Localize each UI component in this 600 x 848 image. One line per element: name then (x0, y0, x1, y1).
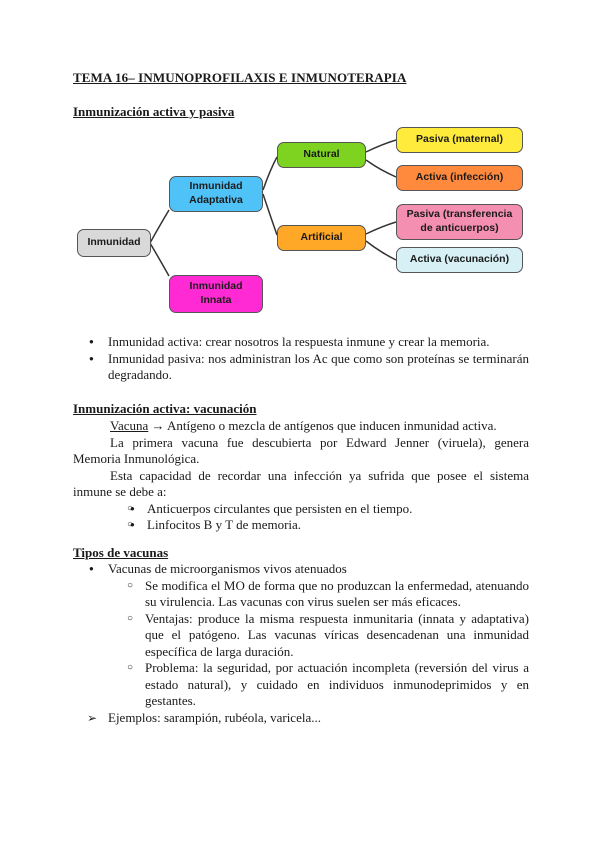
node-natural-label: Natural (303, 148, 340, 161)
bullet-inmunidad-activa: ● Inmunidad activa: crear nosotros la respuesta inmune y crear la memoria. (73, 334, 529, 351)
node-activa-infeccion-label: Activa (infección) (415, 171, 504, 184)
connector-artificial-pasiva (366, 222, 396, 234)
bullet-vivos-atenuados: ● Vacunas de microorganismos vivos atenuados (73, 561, 529, 578)
bullet-linfocitos-text: Linfocitos B y T de memoria. (147, 517, 302, 532)
paragraph-jenner: La primera vacuna fue descubierta por Edward Jenner (viruela), genera Memoria Inmunológica. (73, 434, 529, 466)
section2-body (73, 418, 529, 534)
section-heading-vacunacion: Inmunización activa: vacunación (73, 401, 257, 416)
node-activa-vacunacion-label: Activa (vacunación) (409, 253, 510, 266)
node-pasiva-maternal-label: Pasiva (maternal) (416, 133, 503, 146)
subbullet-problema: ○ Problema: la seguridad, por actuación incompleta (reversión del virus a estado natural), y cuidado en individuos inmunodeprimidos y en gestantes. (73, 660, 529, 710)
paragraph-memoria: Esta capacidad de recordar una infección ya sufrida que posee el sistema inmune se debe a: (73, 467, 529, 499)
section3-body (73, 561, 529, 726)
node-artificial-label: Artificial (300, 231, 343, 244)
node-pasiva-transf-label-1: Pasiva (transferencia (406, 208, 513, 221)
node-adaptativa-label-1: Inmunidad (189, 180, 243, 193)
subbullet-ventajas: ○ Ventajas: produce la misma respuesta inmunitaria (innata y adaptativa) que el patógeno. Las vacunas víricas desencadenan una inmunidad específica de larga duración. (73, 611, 529, 661)
page-title: TEMA 16– INMUNOPROFILAXIS E INMUNOTERAPIA (73, 70, 407, 85)
vacuna-term: Vacuna (110, 418, 149, 433)
subbullet-modifica: ○ Se modifica el MO de forma que no produzcan la enfermedad, atenuando su virulencia. Las vacunas con virus suelen ser más eficaces. (73, 578, 529, 611)
node-activa-vacunacion (396, 247, 523, 273)
node-inmunidad (77, 229, 151, 257)
node-innata-label-1: Inmunidad (189, 280, 243, 293)
vacuna-def-text: → Antígeno o mezcla de antígenos que inducen inmunidad activa. (148, 418, 497, 433)
connector-adaptativa-natural (263, 157, 277, 190)
connector-adaptativa-artificial (263, 194, 277, 235)
vacuna-definition (73, 418, 529, 435)
connector-artificial-activa (366, 241, 396, 260)
node-innata (169, 275, 263, 313)
connector-inmunidad-adaptativa (150, 210, 169, 243)
node-artificial (277, 225, 366, 251)
node-pasiva-transf-label-2: de anticuerpos) (420, 222, 499, 234)
bullet-linfocitos (73, 517, 529, 534)
node-adaptativa-label-2: Adaptativa (189, 194, 243, 206)
node-natural (277, 142, 366, 168)
node-pasiva-maternal (396, 127, 523, 153)
connector-inmunidad-innata (150, 243, 169, 276)
bullet-anticuerpos-text: Anticuerpos circulantes que persisten en el tiempo. (147, 500, 413, 516)
bullet-dot: ○ ● (130, 503, 135, 513)
section1-bullets (73, 334, 529, 384)
section-heading-inmunizacion: Inmunización activa y pasiva (73, 104, 235, 119)
connector-natural-pasiva (366, 140, 396, 152)
immunity-diagram (0, 0, 600, 330)
section-heading-tipos: Tipos de vacunas (73, 545, 169, 560)
connector-natural-activa (366, 160, 396, 177)
node-innata-label-2: Innata (200, 294, 232, 306)
bullet-inmunidad-pasiva: ● Inmunidad pasiva: nos administran los Ac que como son proteínas se terminarán degradando. (73, 351, 529, 384)
bullet-dot: ○ ● (130, 520, 135, 529)
node-inmunidad-label: Inmunidad (87, 236, 141, 249)
node-adaptativa (169, 176, 263, 212)
node-pasiva-transferencia (396, 204, 523, 240)
node-activa-infeccion (396, 165, 523, 191)
examples-item: ➢ Ejemplos: sarampión, rubéola, varicela... (73, 710, 529, 727)
bullet-anticuerpos (73, 501, 529, 518)
